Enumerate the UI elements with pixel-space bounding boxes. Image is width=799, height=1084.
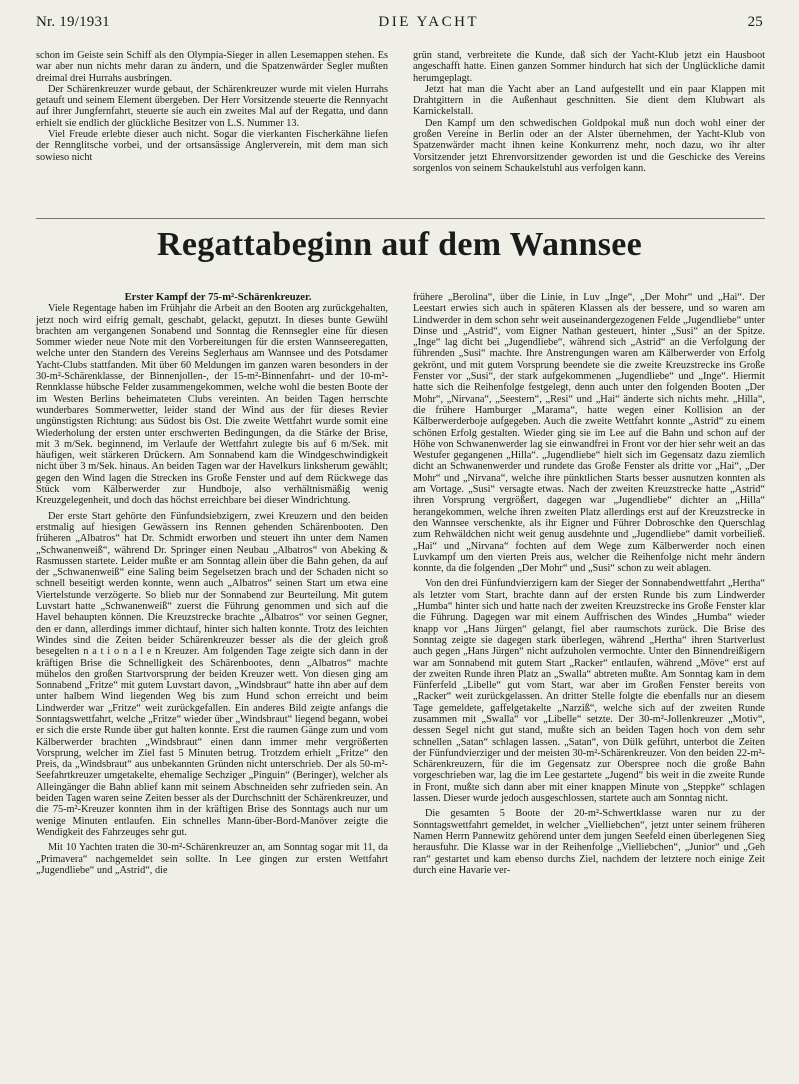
paragraph: Der Schärenkreuzer wurde gebaut, der Schärenkreuzer wurde mit vielen Hurrahs getauft und seinem Element übergeben. Der Herr Vorsitzende steuerte die Rennyacht auf ihrer Jungfernfahrt, steuerte sie auch ein zweites Mal auf der Regatta, und dann erhielt sie endlich der glückliche Besitzer von L.S. Nummer 13. (36, 83, 388, 129)
paragraph: Mit 10 Yachten traten die 30-m²-Schärenkreuzer an, am Sonntag sogar mit 11, da „Primavera“ nachgemeldet sein sollte. In Lee gingen zur ersten Wettfahrt „Jugendliebe“ und „Astrid“, die (36, 842, 388, 876)
article-right-column (413, 292, 765, 876)
page-number: 25 (747, 14, 763, 30)
paragraph: Von den drei Fünfundvierzigern kam der Sieger der Sonnabendwettfahrt „Hertha“ als letzter vom Start, brachte dann auf der ersten Runde bis zum Lindwerder „Humba“ hinter sich und hatte nach der zweiten Kreuzstrecke ins Große Fenster klar die Führung. Dagegen war mit einem Auffrischen des Windes „Humba“ wieder knapp vor „Hans Jürgen“ gelangt, fiel aber raumschots zurück. Die Brise des Sonntag zeigte sie dagegen stark überlegen, während „Hertha“ ihren Startverlust auch gegen „Hans Jürgen“ nicht aufzuholen vermochte. Unter den Binnendreißigern war am Sonnabend mit gutem Start „Racker“ entlaufen, während „Möve“ erst auf der zweiten Runde ihren Platz an „Swalla“ abtreten mußte. Am Sonntag kam in dem Fünferfeld „Libelle“ gut vom Start, war aber im Großen Fenster bereits von „Racker“ weit zurückgelassen. An dritter Stelle folgte die ebenfalls nur an diesem Tage gemeldete, gaffelgetakelte „Narziß“, welche sich auf der zweiten Runde zusammen mit „Swalla“ vor „Libelle“ setzte. Der 30-m²-Jollenkreuzer „Motiv“, dessen Segel nicht gut stand, mußte sich an beiden Tagen hoch von dem sehr schnellen „Satan“ schlagen lassen. „Satan“, von Dülk geführt, unterbot die Zeiten der Fünfundvierziger und der meisten 30-m²-Schärenkreuzer. Von den beiden 22-m²-Schärenkreuzern, für die im Gegensatz zur Oberspree noch die große Bahn vorgeschrieben war, lag die im Lee gestartete „Jugend“ bis weit in die zweite Runde in Front, mußte sich dann aber mit einer knappen Minute von „Steppke“ schlagen lassen. Dieser wurde jedoch ausgeschlossen, startete auch am Sonntag nicht. (413, 578, 765, 805)
paragraph: Der erste Start gehörte den Fünfundsiebzigern, zwei Kreuzern und den beiden erstmalig auf hiesigen Gewässern ins Rennen gehenden Schärenbooten. Den früheren „Albatros“ hat Dr. Schmidt erworben und steuert ihn unter dem Namen „Schwanenweiß“, während Dr. Springer einen Neubau „Albatros“ von Abeking & Rasmussen startete. Leider mußte er am Sonntag allein über die Bahn gehen, da auf der „Schwanenweiß“ eine Saling beim Segelsetzen brach und der Schaden nicht so schnell beseitigt werden konnte, wenn auch „Albatros“ seinen Start um etwa eine Viertelstunde verzögerte. So blieb nur der Sonnabend zur Beurteilung. Mit gutem Luvstart hatte „Schwanenweiß“ zuerst die Führung genommen und sich auf die Havel behaupten können. Die Kreuzstrecke brachte „Albatros“ vor seinen Gegner, den er dann, allerdings immer dichtauf, hinter sich halten konnte. Trotz des leichten Windes sind die Zeiten beider Schärenkreuzer besser als die der gleich groß besegelten n a t i o n a l e n Kreuzer. Am folgenden Tage zeigte sich dann in der kräftigen Brise die Schnelligkeit des Schärenbootes, denn „Albatros“ machte mühelos den großen Startvorsprung der beiden Kreuzer wett. Von diesen ging am Sonnabend „Fritze“ mit gutem Luvstart davon, „Windsbraut“ hatte ihn aber auf dem unter halbem Wind liegenden Weg bis zum Hund schon erreicht und beim Lindwerder war „Fritze“ weit zurückgefallen. Ein anderes Bild zeigte anfangs die Sonntagswettfahrt, welche „Fritze“ wieder über „Windsbraut“ liegend begann, wobei er sich die erste Runde über gut halten konnte. Erst die raumen Gänge zum und vom Kälberwerder brachten „Windsbraut“ einen dann immer mehr vergrößerten Vorsprung, welcher im Ziel fast 5 Minuten betrug. Trotzdem erhielt „Fritze“ den Preis, da „Windsbraut“ aus unbekannten Gründen nicht unterschrieb. Der als 50-m²-Seefahrtkreuzer umgetakelte, ehemalige Sechziger „Pinguin“ (Beringer), welcher als Alleingänger die Bahn ablief kann mit seinem Abschneiden sehr zufrieden sein. An beiden Tagen waren seine Zeiten besser als der Durchschnitt der Schärenkreuzer, und die 75-m²-Kreuzer konnten ihm in der kräftigen Brise des Sonntags auch nur um wenige Minuten entlaufen. Ein schnelles Mann-über-Bord-Manöver zeigte die Wendigkeit des Fahrzeuges sehr gut. (36, 510, 388, 838)
paragraph: Jetzt hat man die Yacht aber an Land aufgestellt und ein paar Klappen mit Drahtgittern in die Außenhaut geschnitten. Sie dient dem Klubwart als Karnickelstall. (413, 83, 765, 118)
previous-article-right-column (413, 50, 765, 174)
paragraph: Die gesamten 5 Boote der 20-m²-Schwertklasse waren nur zu der Sonntagswettfahrt gemeldet, in welcher „Vielliebchen“, jetzt unter seinem früheren Namen Herrn Pannewitz gehörend unter dem jungen Seefeld einen überlegenen Sieg herausfuhr. Die Klasse war in der Reihenfolge „Vielliebchen“, „Junior“ und „Geh ran“ gestartet und kam ebenso durchs Ziel, nachdem der letztere noch einige Zeit durch eine Havarie ver- (413, 808, 765, 876)
section-divider (36, 218, 765, 219)
paragraph: Viele Regentage haben im Frühjahr die Arbeit an den Booten arg zurückgehalten, jetzt noch wird eifrig gemalt, geschabt, gelackt, geputzt. In dieses bunte Gewühl brachten am vergangenen Sonabend und Sonntag die Rennsegler eine für diesen Sommer wieder neue Note mit den Vorbereitungen für die ersten Wannseeregatten, welche unter den Standern des Vereins Seglerhaus am Wannsee und des Potsdamer Yacht-Clubs stattfanden. Mit über 60 Meldungen im ganzen waren besonders in der 30-m²-Schärenklasse, der Binnenjollen-, der 15-m²-Binnenfahrt- und der 10-m²-Rennklasse hübsche Felder zusammengekommen, welche wohl die besten Boote der im Westen Berlins beheimateten Clubs vereinten. An beiden Tagen herrschte wunderbares Sommerwetter, leider stand der Wind aus der für dieses Revier ungünstigsten Richtung: aus Südost bis Ost. Die zweite Wettfahrt wurde somit eine Wiederholung der ersten unter erschwerten Bedingungen, da die Stärke der Brise, mit 3 m/Sek. beginnend, im Verlaufe der Wettfahrt zulegte bis auf 6 m/Sek. mit häufigen, weit stärkeren Drückern. Am Sonnabend kam die Windgeschwindigkeit nicht über 3 m/Sek. hinaus. An beiden Tagen war der Havelkurs linksherum gewählt; gegen den Wind lagen die Strecken ins Große Fenster und auf dem Rückwege das Stück vom Kälberwerder zur Hundboje, also verhältnismäßig wenig Kreuzgelegenheit, und doch das höchst erreichbare bei dieser Windrichtung. (36, 303, 388, 507)
paragraph: frühere „Berolina“, über die Linie, in Luv „Inge“, „Der Mohr“ und „Hai“. Der Leestart erwies sich auch in späteren Klassen als der bessere, und so waren am Lindwerder in dem schon sehr weit auseinandergezogenen Felde „Jugendliebe“ unter Dinse und „Astrid“, vom Eigner Nathan gesteuert, hinter „Susi“ an der Spitze. „Inge“ lag dicht bei „Jugendliebe“, während sich „Astrid“ an die Verfolgung der führenden „Susi“ machte. Ihre Anstrengungen waren am Kälberwerder von Erfolg gekrönt, und mit gutem Vorsprung beendete sie die zweite Kreuzstrecke ins Große Fenster vor „Susi“, der stark aufgekommenen „Jugendliebe“ und „Inge“. Hiermit hatte sich die Reihenfolge festgelegt, denn auch unter den folgenden Booten „Der Mohr“, „Nirvana“, „Seestern“, „Resi“ und „Hai“ änderte sich nichts mehr. „Hilla“, die frühere Hamburger „Marama“, hatte wegen einer Kollision an der Kälberwerderboje aufgegeben. Auch die zweite Wettfahrt konnte „Astrid“ zu einem schönen Erfolg gestalten. Wieder ging sie im Lee auf die Bahn und schon auf der Höhe von Schwanenwerder lag sie einwandfrei in Front vor der hier sehr weit an das Westufer gegangenen „Hilla“. „Jugendliebe“ hielt sich im Gegensatz dazu ziemlich dicht an Schwanenwerder und rundete das Große Fenster als dritte vor „Hai“, „Der Mohr“ und „Nirvana“, welche ihre pünktlichen Starts besser ausnutzen konnten als am Vortage. „Susi“ versagte etwas. Nach der zweiten Kreuzstrecke hatte „Astrid“ ihren Vorsprung vergrößert, dagegen war „Jugendliebe“ dichter an „Hilla“ herangekommen, welche ihren zweiten Platz allerdings erst auf der Kreuzstrecke in den Wannsee verschenkte, als ihr Eigner und Führer Dobroschke den Querschlag zum Rehwäldchen nicht weit genug ausdehnte und „Jugendliebe“ damit vorbeiließ. „Hai“ und „Nirvana“ fochten auf dem Wege zum Kälberwerder noch einen Luvkampf um den vierten Preis aus, welcher die Reihenfolge nicht mehr ändern konnte, da die folgenden „Der Mohr“ und „Susi“ schon zu weit ablagen. (413, 292, 765, 575)
paragraph: schon im Geiste sein Schiff als den Olympia-Sieger in allen Lesemappen stehen. Es war aber nun nichts mehr daran zu ändern, und die Spatzenwärder Segler mußten dreimal drei Hurrahs ausbringen. (36, 50, 388, 84)
article-headline: Regattabeginn auf dem Wannsee (156, 226, 643, 263)
article-subheading: Erster Kampf der 75-m²-Schärenkreuzer. (124, 292, 312, 303)
paragraph: Viel Freude erlebte dieser auch nicht. Sogar die vierkanten Fischerkähne liefen der Rennglitsche vorbei, und der ortsansässige Anglerverein, mit dem man sich sowieso nicht (36, 129, 388, 163)
previous-article-left-column (36, 50, 388, 163)
issue-number: Nr. 19/1931 (36, 14, 110, 30)
article-left-column (36, 292, 388, 876)
running-head (36, 14, 763, 31)
paragraph: grün stand, verbreitete die Kunde, daß sich der Yacht-Klub jetzt ein Hausboot angeschafft hatte. Einen ganzen Sommer hindurch hat sich der Unglückliche damit herumgeplagt. (413, 50, 765, 84)
paragraph: Den Kampf um den schwedischen Goldpokal muß nun doch wohl einer der großen Vereine in Berlin oder an der Alster übernehmen, der Yacht-Klub von Spatzenwärder macht ihnen keine Konkurrenz mehr, noch dazu, wo ihr alter Vorsitzender jetzt Ehrenvorsitzender geworden ist und die Geschicke des Vereins sorgenlos von seinem Schaukelstuhl aus verfolgen kann. (413, 117, 765, 174)
magazine-title: DIE YACHT (378, 14, 480, 30)
